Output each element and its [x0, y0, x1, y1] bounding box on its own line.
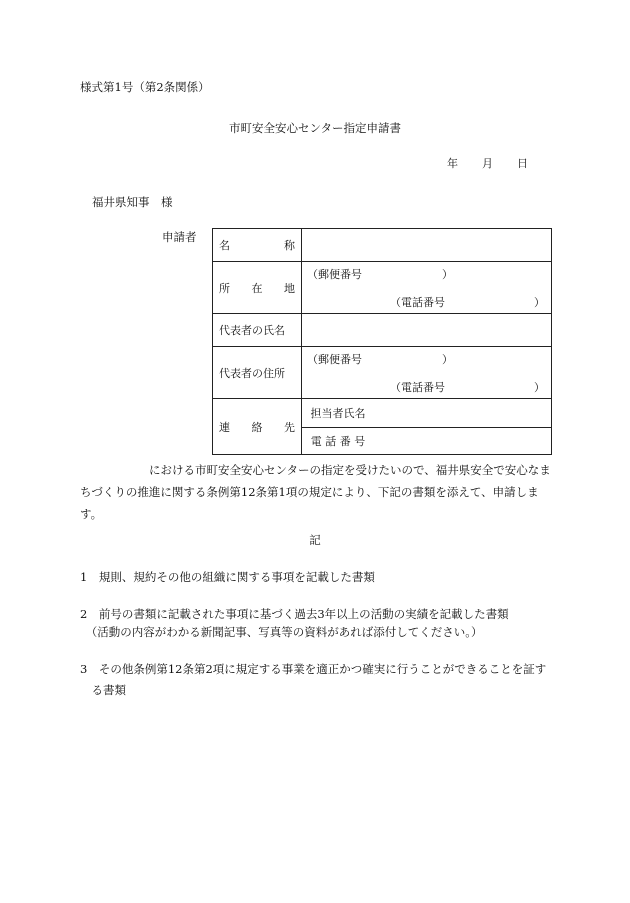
contact-label-3: 先	[284, 420, 295, 434]
paragraph-line-1: における市町安全安心センターの指定を受けたいので、福井県安全で安心なま	[80, 463, 551, 477]
rep-phone-label: （電話番号	[390, 381, 445, 394]
person-field[interactable]	[374, 399, 551, 427]
phone-number-label: 電 話 番 号	[310, 434, 366, 448]
phone-close: ）	[534, 296, 545, 309]
date-year: 年	[447, 157, 458, 170]
item-3-cont: る書類	[80, 683, 126, 697]
postal-label: （郵便番号	[307, 268, 362, 281]
contact-label-1: 連	[219, 420, 230, 434]
rep-postal-label: （郵便番号	[307, 353, 362, 366]
date-month: 月	[482, 157, 493, 170]
phone-label: （電話番号	[390, 296, 445, 309]
person-label: 担当者氏名	[310, 406, 366, 420]
phone-number-field[interactable]	[374, 427, 551, 454]
rep-name-label: 代表者の氏名	[213, 314, 302, 347]
item-3: 3 その他条例第12条第2項に規定する事業を適正かつ確実に行うことができることを証す	[80, 662, 547, 676]
rep-postal-close: ）	[442, 353, 453, 366]
location-label-3: 地	[284, 281, 295, 295]
name-field[interactable]	[302, 229, 552, 262]
contact-label-cell	[213, 399, 302, 455]
applicant-table	[212, 228, 552, 455]
ki-heading: 記	[309, 533, 321, 547]
item-2-note: （活動の内容がわかる新聞記事、写真等の資料があれば添付してください。）	[80, 625, 483, 639]
item-1: 1 規則、規約その他の組織に関する事項を記載した書類	[80, 570, 375, 584]
form-number: 様式第1号（第2条関係）	[80, 80, 210, 94]
contact-cell	[302, 399, 552, 455]
rep-address-field[interactable]	[302, 347, 552, 399]
location-label-1: 所	[219, 281, 230, 295]
contact-label-2: 絡	[251, 420, 263, 434]
postal-close: ）	[442, 268, 453, 281]
rep-name-field[interactable]	[302, 314, 552, 347]
addressee: 福井県知事 様	[92, 195, 173, 209]
location-field[interactable]	[302, 262, 552, 314]
location-label-cell	[213, 262, 302, 314]
paragraph-line-2: ちづくりの推進に関する条例第12条第1項の規定により、下記の書類を添えて、申請します。	[80, 485, 539, 521]
rep-phone-close: ）	[534, 381, 545, 394]
applicant-label: 申請者	[162, 230, 197, 244]
name-label-a: 名	[219, 239, 230, 252]
document-title: 市町安全安心センター指定申請書	[228, 121, 402, 135]
item-2: 2 前号の書類に記載された事項に基づく過去3年以上の活動の実績を記載した書類	[80, 607, 509, 621]
name-label-b: 称	[284, 239, 295, 252]
date-day: 日	[517, 157, 528, 170]
rep-address-label: 代表者の住所	[213, 347, 302, 399]
location-label-2: 在	[251, 281, 263, 295]
name-label-cell	[213, 229, 302, 262]
application-paragraph	[80, 459, 552, 525]
